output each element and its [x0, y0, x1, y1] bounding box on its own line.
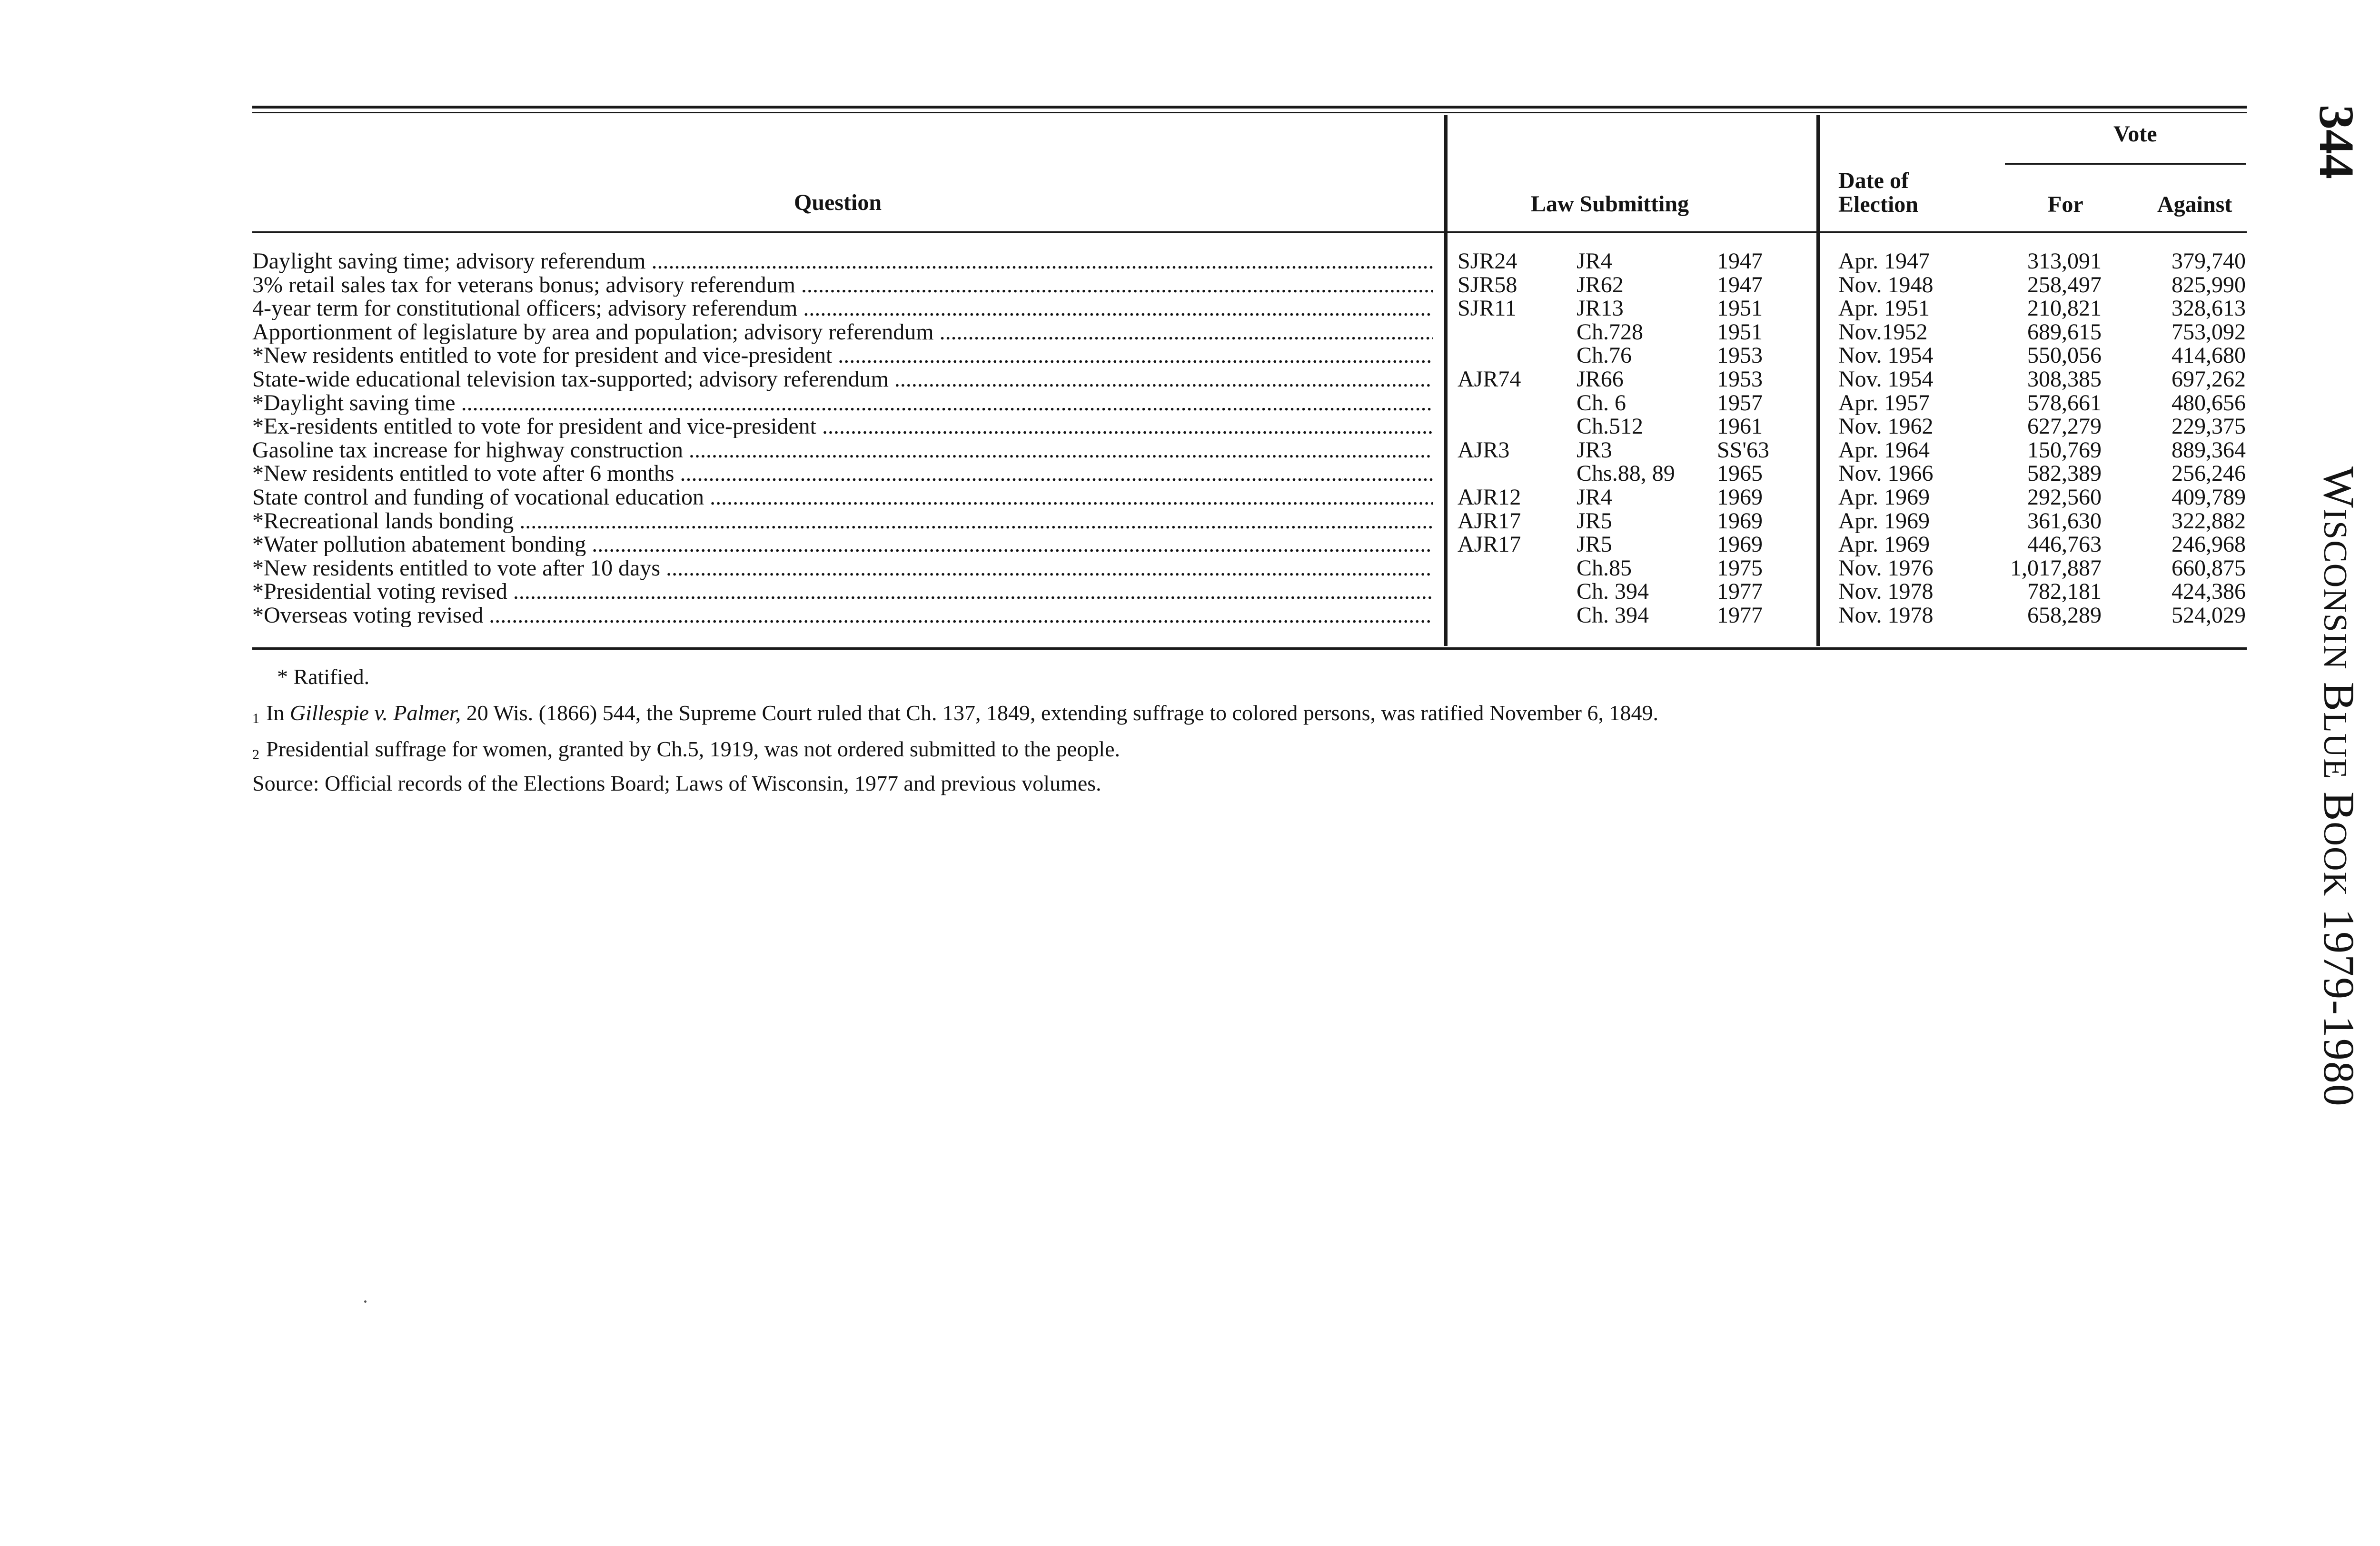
question-cell: *Water pollution abatement bonding ..... [252, 533, 1433, 556]
vote-for-cell: 308,385 [2027, 366, 2102, 392]
year-cell: 1969 [1717, 532, 1763, 557]
year-cell: 1957 [1717, 390, 1763, 416]
scan-speck [364, 1300, 367, 1303]
year-cell: 1975 [1717, 555, 1763, 581]
question-cell: *Overseas voting revised ..... [252, 604, 1433, 627]
law-cell: JR4 [1577, 484, 1612, 510]
date-cell: Apr. 1964 [1838, 437, 1930, 463]
vote-against-cell: 256,246 [2172, 461, 2246, 486]
running-title: WISCONSIN BLUE BOOK 1979-1980 [2315, 466, 2363, 1107]
question-cell: Gasoline tax increase for highway construction ..... [252, 439, 1433, 462]
law-cell: Chs.88, 89 [1577, 461, 1675, 486]
bill-cell: AJR74 [1458, 366, 1521, 392]
question-cell: *Presidential voting revised ..... [252, 580, 1433, 603]
table-row [0, 368, 2380, 392]
date-cell: Apr. 1969 [1838, 532, 1930, 557]
vote-against-cell: 524,029 [2172, 602, 2246, 628]
footnote-marker: 2 [252, 747, 259, 763]
question-cell: State-wide educational television tax-supported; advisory referendum ..... [252, 368, 1433, 391]
date-cell: Nov. 1948 [1838, 272, 1934, 297]
law-cell: JR3 [1577, 437, 1612, 463]
law-cell: JR4 [1577, 248, 1612, 274]
law-cell: Ch. 6 [1577, 390, 1626, 416]
vote-for-cell: 210,821 [2027, 296, 2102, 321]
year-cell: 1977 [1717, 579, 1763, 605]
law-cell: Ch.85 [1577, 555, 1632, 581]
vote-for-cell: 1,017,887 [2010, 555, 2102, 581]
date-cell: Nov. 1954 [1838, 366, 1934, 392]
year-cell: 1961 [1717, 414, 1763, 439]
date-cell: Nov. 1966 [1838, 461, 1934, 486]
year-cell: 1951 [1717, 296, 1763, 321]
header-for: For [2048, 192, 2083, 217]
header-against: Against [2157, 192, 2232, 217]
law-cell: Ch.76 [1577, 343, 1632, 368]
law-cell: JR5 [1577, 532, 1612, 557]
vote-against-cell: 889,364 [2172, 437, 2246, 463]
vote-for-cell: 313,091 [2027, 248, 2102, 274]
bill-cell: AJR17 [1458, 508, 1521, 534]
table-row [0, 415, 2380, 439]
question-cell: 4-year term for constitutional officers; advisory referendum ..... [252, 297, 1433, 320]
ratified-note: * Ratified. [277, 664, 370, 689]
vote-against-cell: 328,613 [2172, 296, 2246, 321]
table-row [0, 604, 2380, 628]
table-row [0, 321, 2380, 345]
law-cell: Ch. 394 [1577, 602, 1649, 628]
table-row [0, 250, 2380, 274]
vote-against-cell: 480,656 [2172, 390, 2246, 416]
table-row [0, 439, 2380, 463]
vote-for-cell: 550,056 [2027, 343, 2102, 368]
date-cell: Apr. 1969 [1838, 484, 1930, 510]
vote-for-cell: 150,769 [2027, 437, 2102, 463]
source-note: Source: Official records of the Elections Board; Laws of Wisconsin, 1977 and previous volumes. [252, 771, 1101, 795]
header-vote: Vote [2113, 121, 2157, 147]
footnote-marker: 1 [252, 711, 259, 726]
vote-against-cell: 229,375 [2172, 414, 2246, 439]
law-cell: JR66 [1577, 366, 1624, 392]
vote-for-cell: 782,181 [2027, 579, 2102, 605]
vote-against-cell: 825,990 [2172, 272, 2246, 297]
year-cell: 1969 [1717, 484, 1763, 510]
year-cell: SS'63 [1717, 437, 1770, 463]
vote-against-cell: 697,262 [2172, 366, 2246, 392]
vote-against-cell: 424,386 [2172, 579, 2246, 605]
table-row [0, 297, 2380, 321]
date-cell: Nov. 1976 [1838, 555, 1934, 581]
vote-for-cell: 361,630 [2027, 508, 2102, 534]
table-row [0, 486, 2380, 510]
year-cell: 1969 [1717, 508, 1763, 534]
year-cell: 1953 [1717, 366, 1763, 392]
bill-cell: AJR12 [1458, 484, 1521, 510]
date-cell: Nov. 1954 [1838, 343, 1934, 368]
footnote-2-text: Presidential suffrage for women, granted by Ch.5, 1919, was not ordered submitted to the people. [266, 737, 1121, 761]
footnote-1-pre: In [266, 701, 290, 725]
vote-against-cell: 322,882 [2172, 508, 2246, 534]
table-row [0, 533, 2380, 557]
question-cell: *New residents entitled to vote after 6 months ..... [252, 462, 1433, 485]
vote-against-cell: 379,740 [2172, 248, 2246, 274]
question-cell: *Ex-residents entitled to vote for president and vice-president ..... [252, 415, 1433, 438]
vote-subheader-rule [2005, 163, 2246, 165]
question-cell: State control and funding of vocational education ..... [252, 486, 1433, 509]
year-cell: 1947 [1717, 272, 1763, 297]
table-row [0, 344, 2380, 368]
vote-for-cell: 446,763 [2027, 532, 2102, 557]
footnote-1 [252, 702, 1658, 730]
footnote-1-post: 20 Wis. (1866) 544, the Supreme Court ruled that Ch. 137, 1849, extending suffrage to colored persons, was ratified November 6, 1849. [461, 701, 1658, 725]
vote-for-cell: 578,661 [2027, 390, 2102, 416]
bill-cell: SJR58 [1458, 272, 1517, 297]
table-body [0, 250, 2380, 628]
question-cell: *New residents entitled to vote after 10 days ..... [252, 557, 1433, 580]
question-cell: *Recreational lands bonding ..... [252, 510, 1433, 533]
vote-for-cell: 292,560 [2027, 484, 2102, 510]
header-date-of: Date of [1838, 168, 1909, 193]
law-cell: Ch.512 [1577, 414, 1644, 439]
header-bottom-rule [252, 231, 2247, 233]
date-cell: Nov. 1962 [1838, 414, 1934, 439]
footnote-2 [252, 738, 1120, 766]
date-cell: Apr. 1969 [1838, 508, 1930, 534]
vote-for-cell: 582,389 [2027, 461, 2102, 486]
table-row [0, 557, 2380, 581]
law-cell: JR5 [1577, 508, 1612, 534]
bill-cell: AJR17 [1458, 532, 1521, 557]
law-cell: Ch.728 [1577, 319, 1644, 345]
question-cell: Apportionment of legislature by area and population; advisory referendum ..... [252, 321, 1433, 344]
date-cell: Nov. 1978 [1838, 579, 1934, 605]
vote-against-cell: 753,092 [2172, 319, 2246, 345]
year-cell: 1951 [1717, 319, 1763, 345]
vote-for-cell: 258,497 [2027, 272, 2102, 297]
page-number: 344 [2309, 105, 2364, 179]
law-cell: JR62 [1577, 272, 1624, 297]
table-row [0, 392, 2380, 416]
date-cell: Apr. 1947 [1838, 248, 1930, 274]
question-cell: Daylight saving time; advisory referendum ..... [252, 250, 1433, 273]
question-cell: 3% retail sales tax for veterans bonus; advisory referendum ..... [252, 274, 1433, 297]
year-cell: 1953 [1717, 343, 1763, 368]
table-row [0, 510, 2380, 534]
table-row [0, 274, 2380, 297]
header-election: Election [1838, 192, 1918, 217]
vote-for-cell: 658,289 [2027, 602, 2102, 628]
table-top-rule-thin [252, 112, 2247, 113]
table-row [0, 462, 2380, 486]
vote-against-cell: 409,789 [2172, 484, 2246, 510]
header-law-submitting: Law Submitting [1531, 191, 1689, 217]
vote-for-cell: 627,279 [2027, 414, 2102, 439]
vote-against-cell: 246,968 [2172, 532, 2246, 557]
table-row [0, 580, 2380, 604]
table-bottom-rule [252, 647, 2247, 650]
date-cell: Nov. 1978 [1838, 602, 1934, 628]
date-cell: Nov.1952 [1838, 319, 1928, 345]
bill-cell: AJR3 [1458, 437, 1510, 463]
year-cell: 1977 [1717, 602, 1763, 628]
question-cell: *New residents entitled to vote for president and vice-president ..... [252, 344, 1433, 367]
table-top-rule [252, 106, 2247, 109]
vote-against-cell: 660,875 [2172, 555, 2246, 581]
date-cell: Apr. 1951 [1838, 296, 1930, 321]
vote-against-cell: 414,680 [2172, 343, 2246, 368]
year-cell: 1965 [1717, 461, 1763, 486]
year-cell: 1947 [1717, 248, 1763, 274]
question-cell: *Daylight saving time ..... [252, 392, 1433, 415]
date-cell: Apr. 1957 [1838, 390, 1930, 416]
vote-for-cell: 689,615 [2027, 319, 2102, 345]
header-question: Question [794, 190, 882, 215]
bill-cell: SJR11 [1458, 296, 1517, 321]
case-name: Gillespie v. Palmer, [289, 701, 461, 725]
law-cell: JR13 [1577, 296, 1624, 321]
law-cell: Ch. 394 [1577, 579, 1649, 605]
bill-cell: SJR24 [1458, 248, 1517, 274]
